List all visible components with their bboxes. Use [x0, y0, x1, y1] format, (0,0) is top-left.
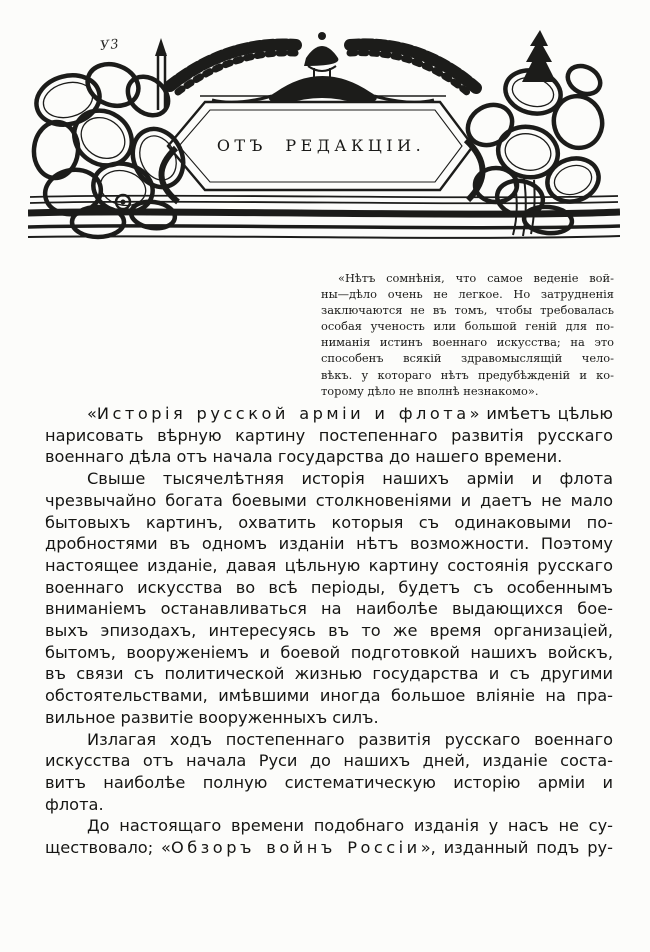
pine-branch-icon	[522, 30, 556, 82]
text-line: обстоятельствами, имѣвшими иногда большое вліяніе на пра-	[45, 686, 613, 706]
text-line: дробностями въ одномъ изданіи нѣтъ возможности. Поэтому	[45, 534, 613, 554]
text-line	[45, 403, 613, 425]
text-line: военнаго искусства во всѣ періоды, будетъ съ особеннымъ	[45, 577, 613, 597]
text-line: До настоящаго времени подобнаго изданія у насъ не су-	[87, 816, 613, 836]
text-line: флота.	[45, 794, 104, 814]
text-line: военнаго дѣла отъ начала государства до нашего времени.	[45, 447, 563, 467]
text-segment: «	[87, 404, 97, 423]
text-line: витъ наиболѣе полную систематическую исторію арміи и	[45, 772, 613, 792]
text-line: Излагая ходъ постепеннаго развитія русскаго военнаго	[87, 729, 613, 749]
paragraph	[45, 403, 613, 468]
ribbon-right-icon	[461, 30, 608, 236]
tower-icon	[155, 38, 167, 110]
text-line: вниманіемъ останавливаться на наиболѣе выдающихся бое-	[45, 599, 613, 619]
text-line: чрезвычайно богата боевыми столкновеніями и даетъ не мало	[45, 490, 613, 510]
epigraph-line: особая ученость или большой геній для по-	[321, 319, 614, 334]
text-segment: », изданный подъ ру-	[420, 838, 613, 858]
text-line: въ связи съ политической жизнью государства и съ другими	[45, 664, 613, 684]
text-line: искусства отъ начала Руси до нашихъ дней, изданіе соста-	[45, 751, 613, 771]
text-line	[45, 837, 613, 859]
text-line: Свыше тысячелѣтняя исторія нашихъ арміи и флота	[87, 469, 613, 489]
handwritten-mark: У3	[99, 37, 121, 54]
paragraph	[45, 815, 613, 858]
text-line: выхъ эпизодахъ, интересуясь въ то же время организаціей,	[45, 621, 613, 641]
epigraph-line: заключаются не въ томъ, чтобы требовалась	[321, 303, 614, 318]
text-line: настоящее изданіе, давая цѣльную картину состоянія русскаго	[45, 555, 613, 575]
epigraph-line: вѣкъ. у котораго нѣтъ предубѣжденій и ко-	[321, 367, 614, 382]
paragraph	[45, 468, 613, 728]
text-line: вильное развитіе вооруженныхъ силъ.	[45, 707, 379, 727]
text-line: бытомъ, вооруженіемъ и боевой подготовкой нашихъ войскъ,	[45, 642, 613, 662]
spaced-text-segment: Обзоръ войнъ Россіи	[170, 838, 421, 858]
epigraph-line: способенъ всякій здравомыслящій чело-	[321, 351, 614, 366]
text-line: нарисовать вѣрную картину постепеннаго развитія русскаго	[45, 425, 613, 445]
epigraph-line: ниманія истинъ военнаго искусства; на это	[321, 335, 614, 350]
epigraph-line: торому дѣло не вполнѣ незнакомо».	[321, 383, 539, 398]
epigraph-line: ны—дѣло очень не легкое. Но затрудненія	[321, 287, 614, 302]
paragraph	[45, 729, 613, 816]
text-segment: ществовало; «	[45, 838, 171, 858]
spaced-text-segment: Исторія русской арміи и флота	[96, 404, 470, 423]
section-title: ОТЪ РЕДАКЦІИ.	[216, 136, 426, 155]
body-text	[45, 403, 613, 859]
text-segment: » имѣетъ цѣлью	[469, 404, 613, 423]
text-line: бытовыхъ картинъ, охватить которыя съ одинаковыми по-	[45, 512, 613, 532]
epigraph	[321, 270, 614, 399]
epigraph-line: «Нѣтъ сомнѣнія, что самое веденіе вой-	[338, 271, 614, 285]
